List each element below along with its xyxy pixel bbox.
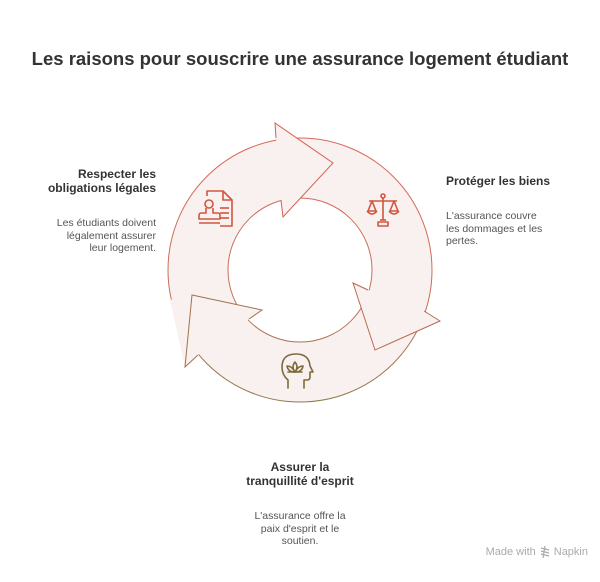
step-description: Les étudiants doivent légalement assurer leur logement. <box>56 217 156 254</box>
step-title: Respecter les obligations légales <box>47 167 156 195</box>
step-respecter-obligations <box>48 149 156 273</box>
step-description: L'assurance offre la paix d'esprit et le soutien. <box>254 510 346 547</box>
page-title: Les raisons pour souscrire une assurance logement étudiant <box>31 48 569 69</box>
napkin-logo-icon <box>540 546 550 558</box>
napkin-watermark[interactable] <box>486 546 588 558</box>
step-proteger-biens <box>446 156 550 266</box>
napkin-brand: Napkin <box>553 546 588 558</box>
step-title: Assurer la tranquillité d'esprit <box>246 460 354 488</box>
made-with-label: Made with <box>485 546 536 558</box>
step-title: Protéger les biens <box>446 174 551 188</box>
step-tranquillite <box>200 442 400 566</box>
arrow-head-top <box>275 123 333 217</box>
step-description: L'assurance couvre les dommages et les pertes. <box>446 210 543 247</box>
